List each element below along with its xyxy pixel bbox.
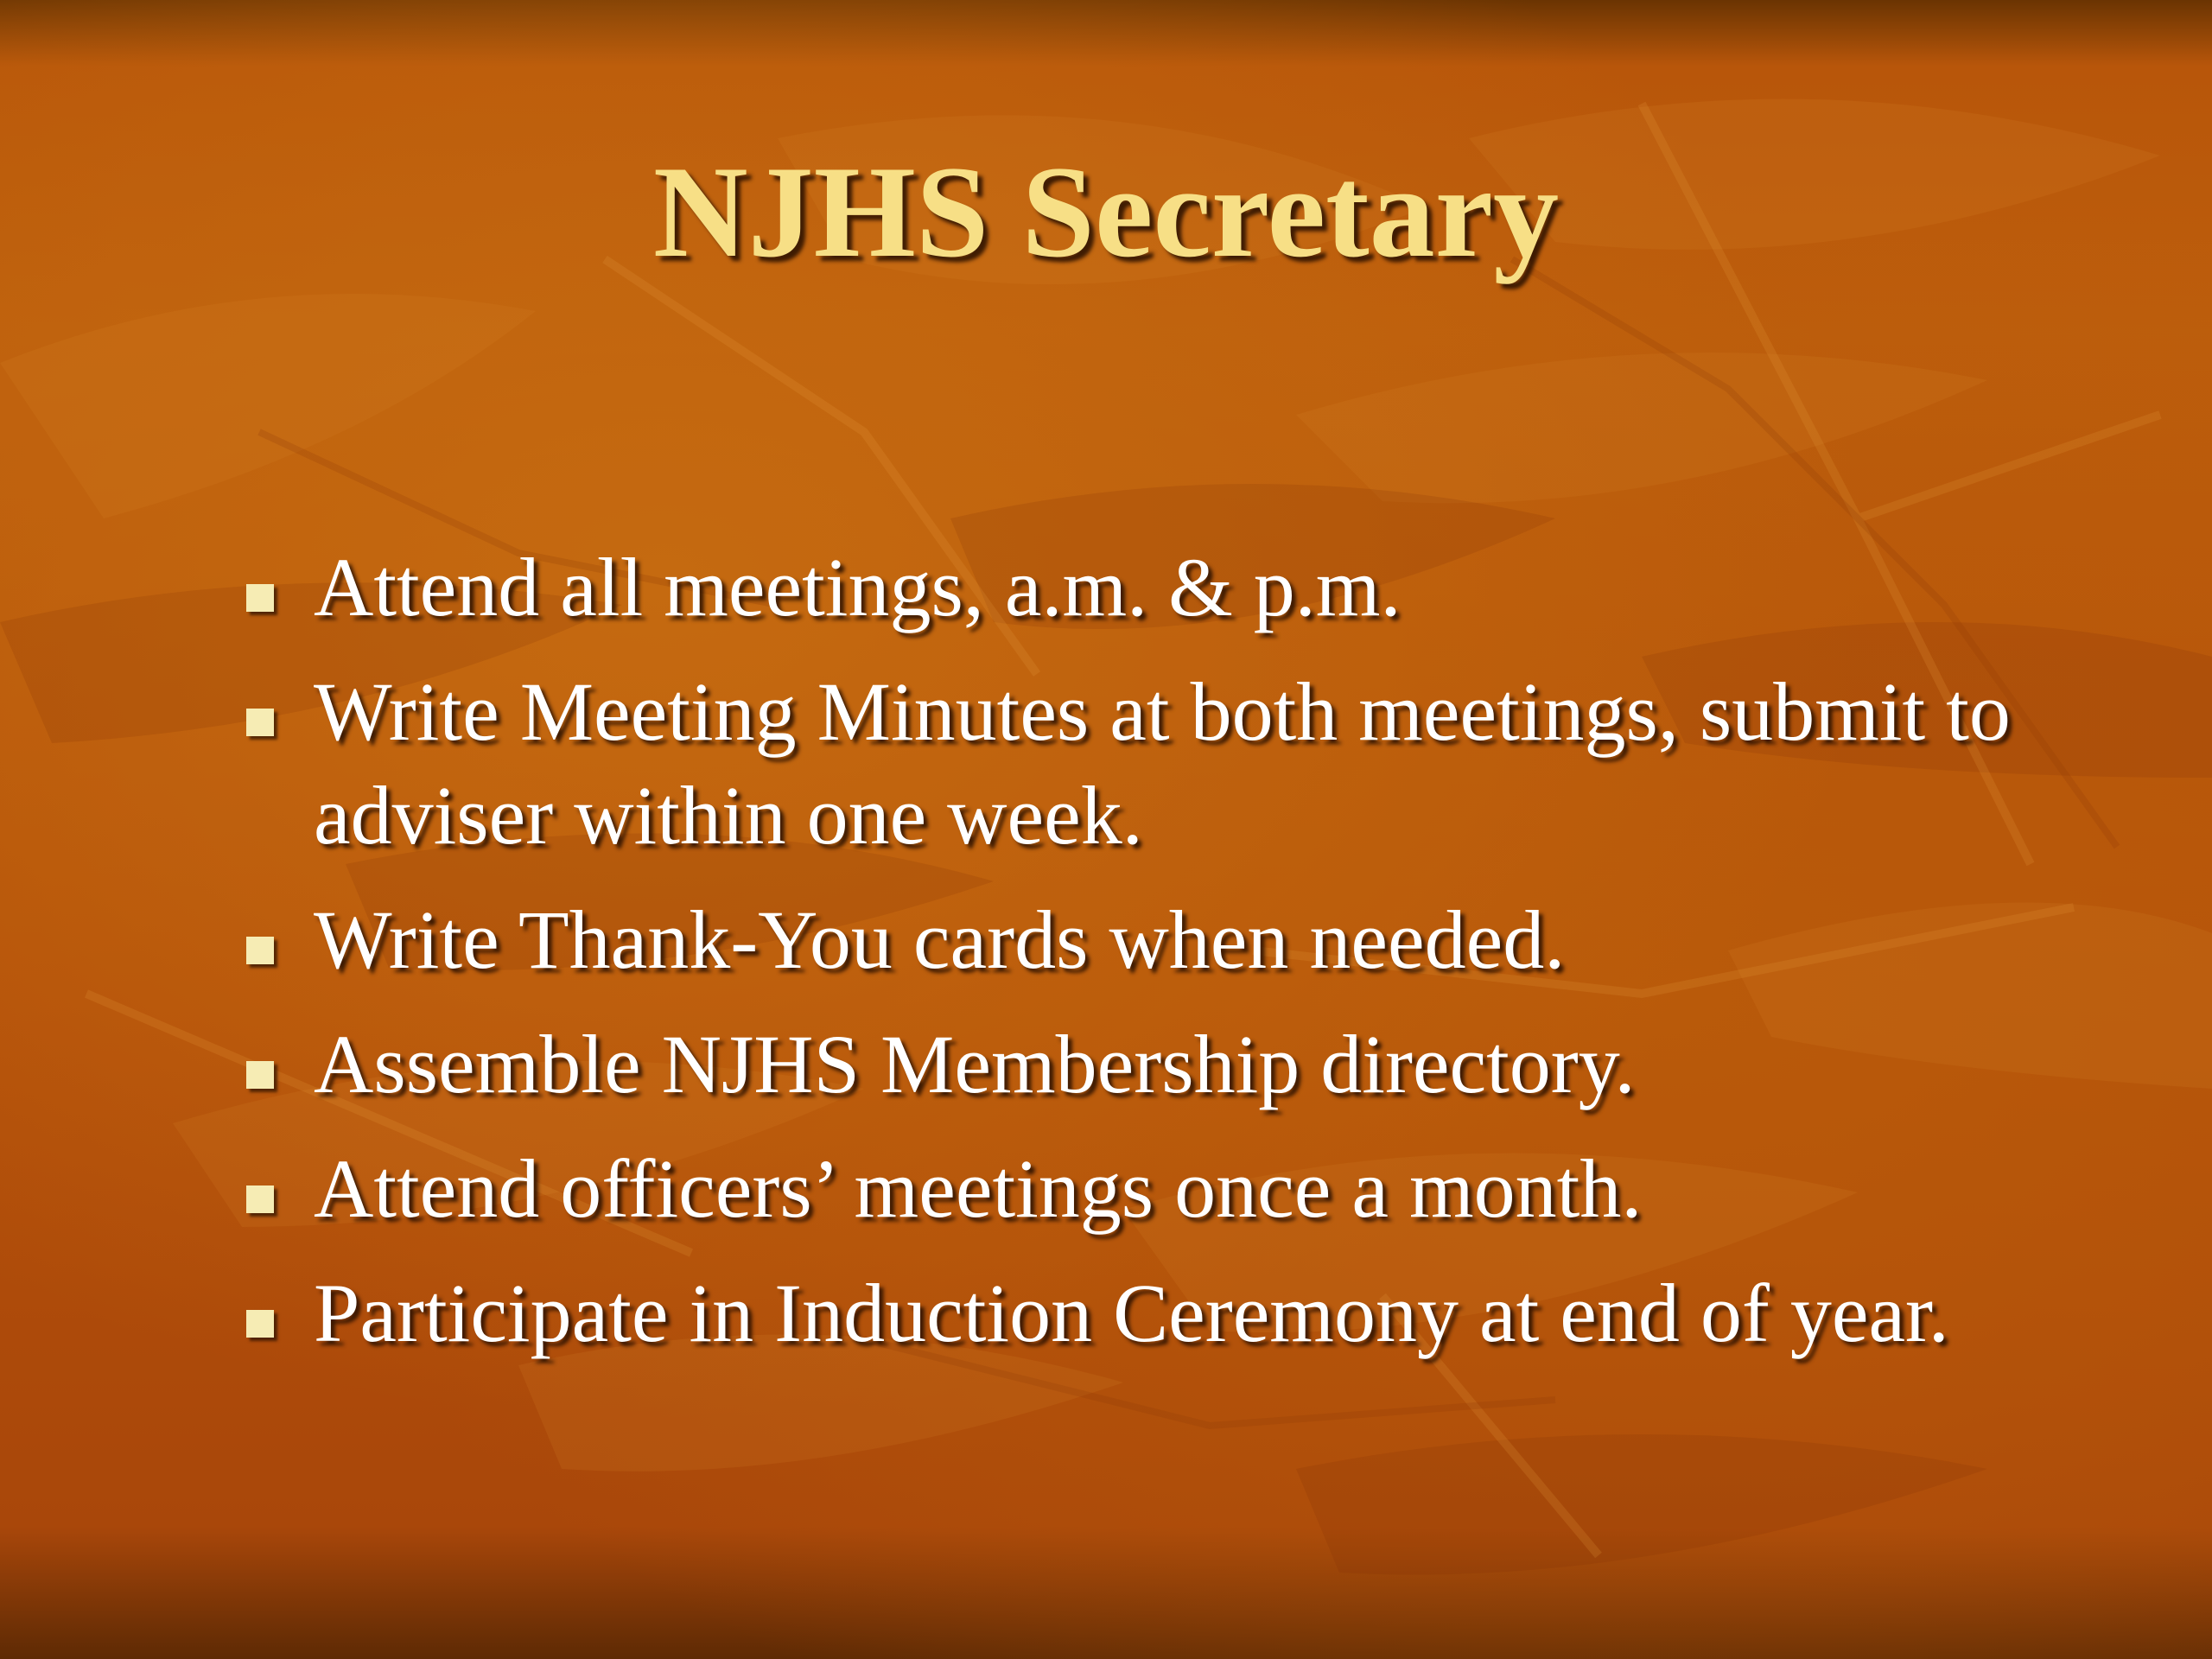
slide-title: NJHS Secretary [652, 139, 1560, 284]
square-bullet-icon [246, 1185, 274, 1213]
square-bullet-icon [246, 937, 274, 964]
bullet-text: Attend officers’ meetings once a month. [314, 1142, 1643, 1235]
bullet-item [246, 1013, 2104, 1116]
bullet-item [246, 660, 2104, 868]
bullet-item [246, 536, 2104, 639]
bullet-list [246, 536, 2104, 1386]
bullet-item [246, 1262, 2104, 1365]
square-bullet-icon [246, 1061, 274, 1089]
bullet-text: Attend all meetings, a.m. & p.m. [314, 541, 1402, 633]
square-bullet-icon [246, 709, 274, 736]
bullet-item [246, 1137, 2104, 1241]
bullet-item [246, 888, 2104, 992]
bullet-text: Write Thank-You cards when needed. [314, 893, 1566, 986]
bullet-text: Participate in Induction Ceremony at end of year. [314, 1267, 1949, 1359]
bullet-text: Assemble NJHS Membership directory. [314, 1018, 1636, 1110]
square-bullet-icon [246, 584, 274, 612]
bullet-text: Write Meeting Minutes at both meetings, submit to adviser within one week. [314, 665, 2011, 861]
square-bullet-icon [246, 1310, 274, 1338]
